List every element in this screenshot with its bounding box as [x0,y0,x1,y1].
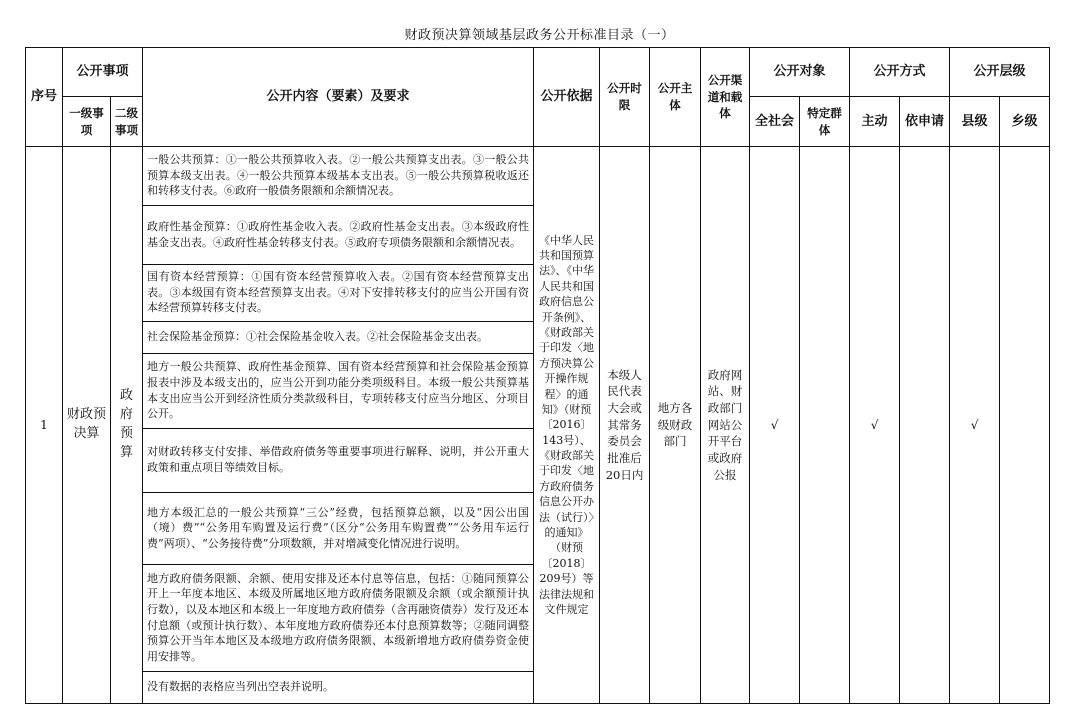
header-content: 公开内容（要素）及要求 [143,48,534,147]
header-time-limit: 公开时限 [600,48,650,147]
requirement-item: 社会保险基金预算：①社会保险基金收入表。②社会保险基金支出表。 [143,322,534,354]
check-on-request [900,147,950,704]
header-specific-groups: 特定群体 [800,97,850,147]
header-county: 县级 [950,97,1000,147]
check-active: √ [850,147,900,704]
requirement-item: 对财政转移支付安排、举借政府债务等重要事项进行解释、说明，并公开重大政策和重点项目等绩效目标。 [143,429,534,493]
header-subject: 公开主体 [650,48,701,147]
requirement-item: 一般公共预算：①一般公共预算收入表。②一般公共预算支出表。③一般公共预算本级支出表。④一般公共预算本级基本支出表。⑤一般公共预算税收返还和转移支付表。⑥政府一般债务限额和余额情况表。 [143,147,534,206]
header-method-group: 公开方式 [850,48,950,97]
requirement-item: 国有资本经营预算：①国有资本经营预算收入表。②国有资本经营预算支出表。③本级国有资本经营预算支出表。④对下安排转移支付的应当公开国有资本经营预算转移支付表。 [143,265,534,322]
header-level2: 二级事项 [111,97,143,147]
header-township: 乡级 [1000,97,1050,147]
check-county: √ [950,147,1000,704]
page-title: 财政预决算领域基层政务公开标准目录（一） [404,28,675,43]
requirement-item: 政府性基金预算：①政府性基金收入表。②政府性基金支出表。③本级政府性基金支出表。④政府性基金转移支付表。⑤政府专项债务限额和余额情况表。 [143,206,534,265]
header-whole-society: 全社会 [750,97,800,147]
header-active: 主动 [850,97,900,147]
row-time-limit: 本级人民代表大会或其常务委员会批准后20日内 [600,147,650,704]
row-basis: 《中华人民共和国预算法》、《中华人民共和国政府信息公开条例》、《财政部关于印发〈地方预决算公开操作规程〉的通知》（财预〔2016〕143号）、《财政部关于印发〈地方政府债务信息公开办法（试行）〉的通知》（财预〔2018〕209号）等法律法规和文件规定 [534,147,600,704]
check-specific-groups [800,147,850,704]
catalog-table [25,47,1050,704]
header-audience-group: 公开对象 [750,48,850,97]
header-seq: 序号 [26,48,63,147]
header-on-request: 依申请 [900,97,950,147]
row-channel: 政府网站、财政部门网站公开平台或政府公报 [701,147,750,704]
header-channel: 公开渠道和载体 [701,48,750,147]
requirement-item: 地方一般公共预算、政府性基金预算、国有资本经营预算和社会保险基金预算报表中涉及本级支出的，应当公开到功能分类项级科目。本级一般公共预算基本支出应当公开到经济性质分类款级科目，专项转移支付应当分地区、分项目公开。 [143,354,534,429]
row-seq: 1 [26,147,63,704]
header-items-group: 公开事项 [63,48,143,97]
row-subject: 地方各级财政部门 [650,147,701,704]
row-level2: 政府预算 [111,147,143,704]
header-level1: 一级事项 [63,97,111,147]
header-level-group: 公开层级 [950,48,1050,97]
check-township [1000,147,1050,704]
requirement-item: 地方本级汇总的一般公共预算“三公”经费，包括预算总额，以及“因公出国（境）费”“公务用车购置及运行费”（区分“公务用车购置费”“公务用车运行费”两项）、“公务接待费”分项数额，并对增减变化情况进行说明。 [143,493,534,565]
requirement-item: 没有数据的表格应当列出空表并说明。 [143,672,534,704]
row-level1: 财政预决算 [63,147,111,704]
requirement-item: 地方政府债务限额、余额、使用安排及还本付息等信息，包括：①随同预算公开上一年度本地区、本级及所属地区地方政府债务限额及余额（或余额预计执行数），以及本地区和本级上一年度地方政府债券（含再融资债券）发行及还本付息额（或预计执行数）、本年度地方政府债券还本付息预算数等；②随同调整预算公开当年本地区及本级地方政府债务限额、本级新增地方政府债券资金使用安排等。 [143,565,534,672]
header-basis: 公开依据 [534,48,600,147]
check-whole-society: √ [750,147,800,704]
